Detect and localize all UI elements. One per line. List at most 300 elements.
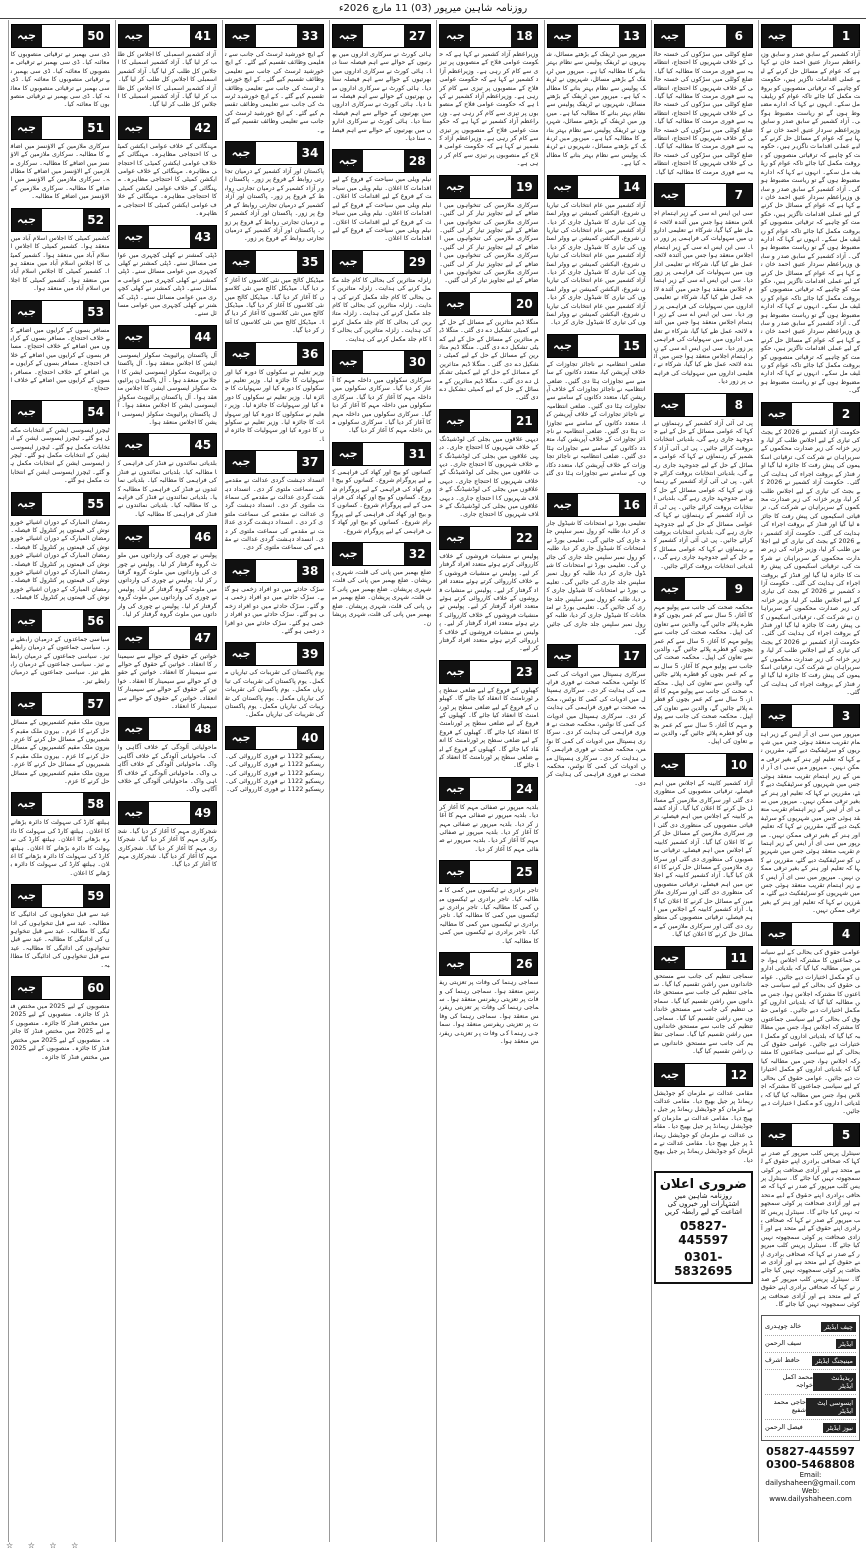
news-item-header xyxy=(225,642,324,666)
news-item-text: میڈیکل کالج میں نئی کلاسوں کا آغاز کر دیا گیا۔ میڈیکل کالج میں نئی کلاسوں کا آغاز کر دیا گیا۔ میڈیکل کالج میں نئی کلاسوں کا آغاز کر دیا گیا۔ میڈیکل کالج میں نئی کلاسوں کا آغاز کر دیا گیا۔ میڈیکل کالج میں نئی کلاسوں کا آغاز کر دیا گیا۔ xyxy=(225,276,324,335)
news-item-number: 40 xyxy=(297,727,323,749)
news-item-text: محکمہ صحت کی جانب سے پولیو مہم کا آغاز، 5 سال سے کم عمر بچوں کو قطرے پلائے جائیں گے، والدین سے تعاون کی اپیل۔ محکمہ صحت کی جانب سے پولیو مہم کا آغاز، 5 سال سے کم عمر بچوں کو قطرے پلائے جائیں گے، والدین سے تعاون کی اپیل۔ محکمہ صحت کی جانب سے پولیو مہم کا آغاز، 5 سال سے کم عمر بچوں کو قطرے پلائے جائیں گے، والدین سے تعاون کی اپیل۔ محکمہ صحت کی جانب سے پولیو مہم کا آغاز، 5 سال سے کم عمر بچوں کو قطرے پلائے جائیں گے، والدین سے تعاون کی اپیل۔ محکمہ صحت کی جانب سے پولیو مہم کا آغاز، 5 سال سے کم عمر بچوں کو قطرے پلائے جائیں گے، والدین سے تعاون کی اپیل۔ xyxy=(653,603,753,746)
role-name: فیصل الرحمن xyxy=(765,1423,803,1432)
news-item-header xyxy=(654,393,753,417)
news-item-header xyxy=(225,450,324,474)
news-item-header xyxy=(332,350,431,374)
news-item xyxy=(439,860,538,946)
news-item-header xyxy=(11,976,110,1000)
masthead: روزنامہ شاہین میرپور (03) 11 مارچ 2026ء xyxy=(0,0,866,19)
news-item-text: ضلع بھمبر میں پانی کی قلت، شہری پریشان۔ ضلع بھمبر میں پانی کی قلت، شہری پریشان۔ ضلع بھمبر میں پانی کی قلت، شہری پریشان۔ ضلع بھمبر میں پانی کی قلت، شہری پریشان۔ ضلع بھمبر میں پانی کی قلت، شہری پریشان۔ xyxy=(332,569,432,627)
news-item xyxy=(654,1063,753,1166)
news-item-text: خواتین کے حقوق کے حوالے سے سیمینار کا انعقاد۔ خواتین کے حقوق کے حوالے سے سیمینار کا انعقاد۔ خواتین کے حقوق کے حوالے سے سیمینار کا انعقاد۔ خواتین کے حقوق کے حوالے سے سیمینار کا انعقاد۔ خواتین کے حقوق کے حوالے سے سیمینار کا انعقاد۔ xyxy=(117,652,217,710)
news-item xyxy=(332,350,431,436)
news-item-text: مسافر بسوں کے کرایوں میں اضافے کے خلاف احتجاج۔ مسافر بسوں کے کرایوں میں اضافے کے خلاف احتجاج۔ مسافر بسوں کے کرایوں میں اضافے کے خلاف احتجاج۔ مسافر بسوں کے کرایوں میں اضافے کے خلاف احتجاج۔ مسافر بسوں کے کرایوں میں اضافے کے خلاف احتجاج۔ xyxy=(10,326,110,393)
news-item xyxy=(118,801,217,870)
news-column xyxy=(329,20,433,1542)
news-item-number: 59 xyxy=(83,885,109,907)
news-item xyxy=(118,24,217,110)
news-item-text: تاجر برادری نے ٹیکسوں میں کمی کا مطالبہ کیا۔ تاجر برادری نے ٹیکسوں میں کمی کا مطالبہ کیا۔ تاجر برادری نے ٹیکسوں میں کمی کا مطالبہ کیا۔ تاجر برادری نے ٹیکسوں میں کمی کا مطالبہ کیا۔ تاجر برادری نے ٹیکسوں میں کمی کا مطالبہ کیا۔ xyxy=(439,887,539,945)
news-item-number: 60 xyxy=(83,977,109,999)
editorial-box xyxy=(761,1315,860,1441)
news-item-label: جبہ xyxy=(655,25,685,47)
news-item-label: جبہ xyxy=(440,176,470,198)
news-item xyxy=(225,726,324,795)
news-item-label: جبہ xyxy=(655,1064,685,1086)
news-item xyxy=(654,183,753,387)
news-item xyxy=(225,250,324,336)
news-item-header xyxy=(11,24,110,48)
news-item xyxy=(654,753,753,940)
news-item-label: جبہ xyxy=(440,661,470,683)
news-item-label: جبہ xyxy=(12,25,42,47)
news-item-number: 57 xyxy=(83,693,109,715)
news-item-label: جبہ xyxy=(119,226,149,248)
news-item-text: کے ایچ خورشید ٹرسٹ کی جانب سے تعلیمی وظائف تقسیم کیے گئے۔ کے ایچ خورشید ٹرسٹ کی جانب سے تعلیمی وظائف تقسیم کیے گئے۔ کے ایچ خورشید ٹرسٹ کی جانب سے تعلیمی وظائف تقسیم کیے گئے۔ کے ایچ خورشید ٹرسٹ کی جانب سے تعلیمی وظائف تقسیم کیے گئے۔ کے ایچ خورشید ٹرسٹ کی جانب سے تعلیمی وظائف تقسیم کیے گئے۔ xyxy=(224,51,324,134)
news-item-text: آزاد کشمیر کے سابق صدر و سابق وزیراعظم سردار عتیق احمد خان نے کہا ہے کہ عوام کے مسائل حل کرنے کے لیے عملی اقدامات ناگزیر ہیں، حکومت کو چاہیے کہ ترقیاتی منصوبوں کو بروقت مکمل کیا جائے تاکہ عوام کو ریلیف مل سکے۔ انہوں نے کہا کہ ادارے مضبوط ہوں گے تو ریاست مضبوط ہوگی۔ آزاد کشمیر کے سابق صدر و سابق وزیراعظم سردار عتیق احمد خان نے کہا ہے کہ عوام کے مسائل حل کرنے کے لیے عملی اقدامات ناگزیر ہیں، حکومت کو چاہیے کہ ترقیاتی منصوبوں کو بروقت مکمل کیا جائے تاکہ عوام کو ریلیف مل سکے۔ انہوں نے کہا کہ ادارے مضبوط ہوں گے تو ریاست مضبوط ہوگی۔ آزاد کشمیر کے سابق صدر و سابق وزیراعظم سردار عتیق احمد خان نے کہا ہے کہ عوام کے مسائل حل کرنے کے لیے عملی اقدامات ناگزیر ہیں، حکومت کو چاہیے کہ ترقیاتی منصوبوں کو بروقت مکمل کیا جائے تاکہ عوام کو ریلیف مل سکے۔ انہوں نے کہا کہ ادارے مضبوط ہوں گے تو ریاست مضبوط ہوگی۔ آزاد کشمیر کے سابق صدر و سابق وزیراعظم سردار عتیق احمد خان نے کہا ہے کہ عوام کے مسائل حل کرنے کے لیے عملی اقدامات ناگزیر ہیں، حکومت کو چاہیے کہ ترقیاتی منصوبوں کو بروقت مکمل کیا جائے تاکہ عوام کو ریلیف مل سکے۔ انہوں نے کہا کہ ادارے مضبوط ہوں گے تو ریاست مضبوط ہوگی۔ آزاد کشمیر کے سابق صدر و سابق وزیراعظم سردار عتیق احمد خان نے کہا ہے کہ عوام کے مسائل حل کرنے کے لیے عملی اقدامات ناگزیر ہیں، حکومت کو چاہیے کہ ترقیاتی منصوبوں کو بروقت مکمل کیا جائے تاکہ عوام کو ریلیف مل سکے۔ انہوں نے کہا کہ ادارے مضبوط ہوں گے تو ریاست مضبوط ہوگی۔ xyxy=(761,51,860,395)
news-item-text: میرپور میں ٹریفک کے بڑھتے مسائل، شہریوں نے ٹریفک پولیس سے نظام بہتر بنانے کا مطالبہ کیا ہے۔ میرپور میں ٹریفک کے بڑھتے مسائل، شہریوں نے ٹریفک پولیس سے نظام بہتر بنانے کا مطالبہ کیا ہے۔ میرپور میں ٹریفک کے بڑھتے مسائل، شہریوں نے ٹریفک پولیس سے نظام بہتر بنانے کا مطالبہ کیا ہے۔ میرپور میں ٹریفک کے بڑھتے مسائل، شہریوں نے ٹریفک پولیس سے نظام بہتر بنانے کا مطالبہ کیا ہے۔ میرپور میں ٹریفک کے بڑھتے مسائل، شہریوں نے ٹریفک پولیس سے نظام بہتر بنانے کا مطالبہ کیا ہے۔ xyxy=(546,51,646,168)
news-item-header xyxy=(761,1123,860,1147)
news-item-label: جبہ xyxy=(119,117,149,139)
news-item-header xyxy=(225,342,324,366)
news-item xyxy=(118,433,217,519)
news-item-label: جبہ xyxy=(333,25,363,47)
news-item xyxy=(439,660,538,771)
role-title: چیف ایڈیٹر xyxy=(821,1322,856,1332)
news-item-label: جبہ xyxy=(333,543,363,565)
news-item-label: جبہ xyxy=(12,793,42,815)
news-item-label: جبہ xyxy=(440,293,470,315)
notice-phone: 05827-445597 xyxy=(678,1219,729,1248)
news-item-number: 7 xyxy=(726,184,752,206)
news-item-text: سڑک حادثے میں دو افراد زخمی ہو گئے۔ سڑک حادثے میں دو افراد زخمی ہو گئے۔ سڑک حادثے میں دو افراد زخمی ہو گئے۔ سڑک حادثے میں دو افراد زخمی ہو گئے۔ سڑک حادثے میں دو افراد زخمی ہو گئے۔ xyxy=(225,585,324,635)
news-item-header xyxy=(11,400,110,424)
news-column xyxy=(222,20,326,1542)
news-item-header xyxy=(118,433,217,457)
role-name: حاجی محمد شفیع xyxy=(773,1398,806,1415)
news-item-number: 54 xyxy=(83,401,109,423)
news-item-number: 9 xyxy=(726,578,752,600)
news-item-number: 3 xyxy=(833,705,859,727)
news-item-number: 28 xyxy=(404,150,430,172)
contact-info xyxy=(761,1445,860,1503)
news-item-header xyxy=(439,777,538,801)
news-item-number: 14 xyxy=(619,176,645,198)
news-item-text: نیلم ویلی میں سیاحت کے فروغ کے لیے اقدامات کا اعلان۔ نیلم ویلی میں سیاحت کے فروغ کے لیے اقدامات کا اعلان۔ نیلم ویلی میں سیاحت کے فروغ کے لیے اقدامات کا اعلان۔ نیلم ویلی میں سیاحت کے فروغ کے لیے اقدامات کا اعلان۔ نیلم ویلی میں سیاحت کے فروغ کے لیے اقدامات کا اعلان۔ xyxy=(332,176,432,243)
news-item xyxy=(547,493,646,638)
news-item-label: جبہ xyxy=(119,526,149,548)
news-item-label: جبہ xyxy=(762,403,792,425)
news-item-number: 52 xyxy=(83,209,109,231)
news-item xyxy=(332,149,431,243)
news-item-text: پولیس نے چوری کی وارداتوں میں ملوث گروہ گرفتار کر لیا۔ پولیس نے چوری کی وارداتوں میں ملوث گروہ گرفتار کر لیا۔ پولیس نے چوری کی وارداتوں میں ملوث گروہ گرفتار کر لیا۔ پولیس نے چوری کی وارداتوں میں ملوث گروہ گرفتار کر لیا۔ پولیس نے چوری کی وارداتوں میں ملوث گروہ گرفتار کر لیا۔ xyxy=(117,552,217,619)
news-item-number: 41 xyxy=(190,25,216,47)
news-item-label: جبہ xyxy=(440,25,470,47)
news-item-number: 21 xyxy=(511,410,537,432)
news-item-text: سماجی تنظیم کی جانب سے مستحق خاندانوں میں راشن تقسیم کیا گیا۔ سماجی تنظیم کی جانب سے مستحق خاندانوں میں راشن تقسیم کیا گیا۔ سماجی تنظیم کی جانب سے مستحق خاندانوں میں راشن تقسیم کیا گیا۔ سماجی تنظیم کی جانب سے مستحق خاندانوں میں راشن تقسیم کیا گیا۔ سماجی تنظیم کی جانب سے مستحق خاندانوں میں راشن تقسیم کیا گیا۔ xyxy=(653,972,753,1056)
news-item-header xyxy=(118,24,217,48)
news-item-label: جبہ xyxy=(440,953,470,975)
news-item-number: 13 xyxy=(619,25,645,47)
news-item-label: جبہ xyxy=(226,727,256,749)
footer-ornament: ☆ ☆ ☆ ☆ xyxy=(6,1541,85,1550)
editorial-role xyxy=(765,1370,856,1395)
news-item-header xyxy=(118,325,217,349)
news-item-number: 38 xyxy=(297,560,323,582)
news-item-text: حکومت آزاد کشمیر نے 2026 کے بجٹ کی تیاری کے لیے اجلاس طلب کر لیا، وزیر خزانہ کی زیر صدارت محکموں کے سربراہان نے شرکت کی، ترقیاتی اسکیموں کی پیش رفت کا جائزہ لیا گیا اور فنڈز کے بروقت اجراء کی ہدایت کی گئی۔ حکومت آزاد کشمیر نے 2026 کے بجٹ کی تیاری کے لیے اجلاس طلب کر لیا، وزیر خزانہ کی زیر صدارت محکموں کے سربراہان نے شرکت کی، ترقیاتی اسکیموں کی پیش رفت کا جائزہ لیا گیا اور فنڈز کے بروقت اجراء کی ہدایت کی گئی۔ حکومت آزاد کشمیر نے 2026 کے بجٹ کی تیاری کے لیے اجلاس طلب کر لیا، وزیر خزانہ کی زیر صدارت محکموں کے سربراہان نے شرکت کی، ترقیاتی اسکیموں کی پیش رفت کا جائزہ لیا گیا اور فنڈز کے بروقت اجراء کی ہدایت کی گئی۔ حکومت آزاد کشمیر نے 2026 کے بجٹ کی تیاری کے لیے اجلاس طلب کر لیا، وزیر خزانہ کی زیر صدارت محکموں کے سربراہان نے شرکت کی، ترقیاتی اسکیموں کی پیش رفت کا جائزہ لیا گیا اور فنڈز کے بروقت اجراء کی ہدایت کی گئی۔ حکومت آزاد کشمیر نے 2026 کے بجٹ کی تیاری کے لیے اجلاس طلب کر لیا، وزیر خزانہ کی زیر صدارت محکموں کے سربراہان نے شرکت کی، ترقیاتی اسکیموں کی پیش رفت کا جائزہ لیا گیا اور فنڈز کے بروقت اجراء کی ہدایت کی گئی۔ xyxy=(761,428,861,697)
news-item xyxy=(332,542,431,628)
news-item-header xyxy=(225,24,324,48)
news-item-header xyxy=(439,526,538,550)
news-item-number: 49 xyxy=(190,802,216,824)
role-name: خالد چوہدری xyxy=(765,1322,802,1331)
news-item-text: سرکاری ملازمین کی تنخواہوں میں اضافے کے لیے تجاویز تیار کر لی گئیں۔ سرکاری ملازمین کی تنخواہوں میں اضافے کے لیے تجاویز تیار کر لی گئیں۔ سرکاری ملازمین کی تنخواہوں میں اضافے کے لیے تجاویز تیار کر لی گئیں۔ سرکاری ملازمین کی تنخواہوں میں اضافے کے لیے تجاویز تیار کر لی گئیں۔ سرکاری ملازمین کی تنخواہوں میں اضافے کے لیے تجاویز تیار کر لی گئیں۔ xyxy=(439,201,539,285)
notice-title: ضروری اعلان xyxy=(659,1177,747,1193)
news-item-label: جبہ xyxy=(226,643,256,665)
news-item-text: ماحولیاتی آلودگی کے خلاف آگاہی واک۔ ماحولیاتی آلودگی کے خلاف آگاہی واک۔ ماحولیاتی آلودگی کے خلاف آگاہی واک۔ ماحولیاتی آلودگی کے خلاف آگاہی واک۔ ماحولیاتی آلودگی کے خلاف آگاہی واک۔ xyxy=(117,744,217,794)
news-item-text: ضلع کوٹلی میں سڑکوں کی خستہ حالی کے خلاف شہریوں کا احتجاج، انتظامیہ سے فوری مرمت کا مطالبہ کیا گیا۔ ضلع کوٹلی میں سڑکوں کی خستہ حالی کے خلاف شہریوں کا احتجاج، انتظامیہ سے فوری مرمت کا مطالبہ کیا گیا۔ ضلع کوٹلی میں سڑکوں کی خستہ حالی کے خلاف شہریوں کا احتجاج، انتظامیہ سے فوری مرمت کا مطالبہ کیا گیا۔ ضلع کوٹلی میں سڑکوں کی خستہ حالی کے خلاف شہریوں کا احتجاج، انتظامیہ سے فوری مرمت کا مطالبہ کیا گیا۔ ضلع کوٹلی میں سڑکوں کی خستہ حالی کے خلاف شہریوں کا احتجاج، انتظامیہ سے فوری مرمت کا مطالبہ کیا گیا۔ xyxy=(653,51,753,176)
role-title: ایسوسی ایٹ ایڈیٹر xyxy=(806,1398,856,1416)
news-item-label: جبہ xyxy=(119,718,149,740)
news-item-number: 55 xyxy=(83,493,109,515)
news-item-text: شجرکاری مہم کا آغاز کر دیا گیا۔ شجرکاری مہم کا آغاز کر دیا گیا۔ شجرکاری مہم کا آغاز کر دیا گیا۔ شجرکاری مہم کا آغاز کر دیا گیا۔ شجرکاری مہم کا آغاز کر دیا گیا۔ xyxy=(117,827,217,869)
news-item-text: پاکستان اور آزاد کشمیر کے درمیان تجارتی روابط کے فروغ پر زور۔ پاکستان اور آزاد کشمیر کے درمیان تجارتی روابط کے فروغ پر زور۔ پاکستان اور آزاد کشمیر کے درمیان تجارتی روابط کے فروغ پر زور۔ پاکستان اور آزاد کشمیر کے درمیان تجارتی روابط کے فروغ پر زور۔ پاکستان اور آزاد کشمیر کے درمیان تجارتی روابط کے فروغ پر زور۔ xyxy=(225,168,324,243)
news-item-header xyxy=(332,542,431,566)
news-item-label: جبہ xyxy=(226,451,256,473)
editorial-role xyxy=(765,1336,856,1353)
news-item-label: جبہ xyxy=(226,343,256,365)
news-item xyxy=(11,300,110,394)
news-item-text: دیہی علاقوں میں بجلی کی لوڈشیڈنگ کے خلاف شہریوں کا احتجاج جاری۔ دیہی علاقوں میں بجلی کی لوڈشیڈنگ کے خلاف شہریوں کا احتجاج جاری۔ دیہی علاقوں میں بجلی کی لوڈشیڈنگ کے خلاف شہریوں کا احتجاج جاری۔ دیہی علاقوں میں بجلی کی لوڈشیڈنگ کے خلاف شہریوں کا احتجاج جاری۔ دیہی علاقوں میں بجلی کی لوڈشیڈنگ کے خلاف شہریوں کا احتجاج جاری۔ xyxy=(439,435,539,519)
news-item-label: جبہ xyxy=(548,645,578,667)
news-item-header xyxy=(761,402,860,426)
news-columns xyxy=(4,20,862,1542)
notice-phone: 0301-5832695 xyxy=(674,1250,733,1279)
news-item-label: جبہ xyxy=(548,25,578,47)
news-item-header xyxy=(225,250,324,274)
news-item xyxy=(225,450,324,553)
news-item xyxy=(225,342,324,445)
news-item xyxy=(439,292,538,403)
news-item-label: جبہ xyxy=(12,301,42,323)
news-item-label: جبہ xyxy=(762,1124,792,1146)
news-item-number: 4 xyxy=(833,923,859,945)
contact-line: Email: dailyshaheen@gmail.com xyxy=(765,1471,856,1488)
news-item-number: 20 xyxy=(511,293,537,315)
news-item xyxy=(225,642,324,719)
news-item-text: پولیس نے منشیات فروشوں کے خلاف کارروائی کرتے ہوئے متعدد افراد گرفتار کر لیے۔ پولیس نے منشیات فروشوں کے خلاف کارروائی کرتے ہوئے متعدد افراد گرفتار کر لیے۔ پولیس نے منشیات فروشوں کے خلاف کارروائی کرتے ہوئے متعدد افراد گرفتار کر لیے۔ پولیس نے منشیات فروشوں کے خلاف کارروائی کرتے ہوئے متعدد افراد گرفتار کر لیے۔ پولیس نے منشیات فروشوں کے خلاف کارروائی کرتے ہوئے متعدد افراد گرفتار کر لیے۔ xyxy=(439,552,539,653)
news-item-label: جبہ xyxy=(12,401,42,423)
news-item-number: 23 xyxy=(511,661,537,683)
news-item-header xyxy=(654,946,753,970)
news-item-text: آل پاکستان پرائیویٹ سکولز ایسوسی ایشن کا اجلاس منعقد ہوا۔ آل پاکستان پرائیویٹ سکولز ایسوسی ایشن کا اجلاس منعقد ہوا۔ آل پاکستان پرائیویٹ سکولز ایسوسی ایشن کا اجلاس منعقد ہوا۔ آل پاکستان پرائیویٹ سکولز ایسوسی ایشن کا اجلاس منعقد ہوا۔ آل پاکستان پرائیویٹ سکولز ایسوسی ایشن کا اجلاس منعقد ہوا۔ xyxy=(117,351,217,426)
news-item-text: سیاسی جماعتوں کے درمیان رابطے تیز۔ سیاسی جماعتوں کے درمیان رابطے تیز۔ سیاسی جماعتوں کے درمیان رابطے تیز۔ سیاسی جماعتوں کے درمیان رابطے تیز۔ سیاسی جماعتوں کے درمیان رابطے تیز۔ xyxy=(10,635,110,685)
news-item xyxy=(118,325,217,428)
news-item-label: جبہ xyxy=(655,184,685,206)
news-item-number: 22 xyxy=(511,527,537,549)
news-item-number: 26 xyxy=(511,953,537,975)
news-item-text: رمضان المبارک کے دوران اشیائے خورونوش کی قیمتوں پر کنٹرول کا فیصلہ۔ رمضان المبارک کے دوران اشیائے خورونوش کی قیمتوں پر کنٹرول کا فیصلہ۔ رمضان المبارک کے دوران اشیائے خورونوش کی قیمتوں پر کنٹرول کا فیصلہ۔ رمضان المبارک کے دوران اشیائے خورونوش کی قیمتوں پر کنٹرول کا فیصلہ۔ رمضان المبارک کے دوران اشیائے خورونوش کی قیمتوں پر کنٹرول کا فیصلہ۔ xyxy=(10,518,110,602)
news-item xyxy=(547,644,646,789)
news-item-label: جبہ xyxy=(762,923,792,945)
phone-number: 05827-445597 xyxy=(766,1445,855,1459)
news-item xyxy=(11,492,110,603)
news-item-text: سینٹرل پریس کلب میرپور کے صدر نے کہا کہ صحافی برادری اپنے حقوق کے لیے متحد ہے اور آزادی صحافت پر کوئی سمجھوتہ نہیں کیا جائے گا۔ سینٹرل پریس کلب میرپور کے صدر نے کہا کہ صحافی برادری اپنے حقوق کے لیے متحد ہے اور آزادی صحافت پر کوئی سمجھوتہ نہیں کیا جائے گا۔ سینٹرل پریس کلب میرپور کے صدر نے کہا کہ صحافی برادری اپنے حقوق کے لیے متحد ہے اور آزادی صحافت پر کوئی سمجھوتہ نہیں کیا جائے گا۔ سینٹرل پریس کلب میرپور کے صدر نے کہا کہ صحافی برادری اپنے حقوق کے لیے متحد ہے اور آزادی صحافت پر کوئی سمجھوتہ نہیں کیا جائے گا۔ سینٹرل پریس کلب میرپور کے صدر نے کہا کہ صحافی برادری اپنے حقوق کے لیے متحد ہے اور آزادی صحافت پر کوئی سمجھوتہ نہیں کیا جائے گا۔ xyxy=(761,1149,860,1309)
news-item-header xyxy=(439,409,538,433)
news-item-label: جبہ xyxy=(548,176,578,198)
news-item-number: 33 xyxy=(297,25,323,47)
news-item-header xyxy=(547,175,646,199)
news-item-text: منگلا ڈیم متاثرین کے مسائل کے حل کے لیے کمیٹی تشکیل دے دی گئی۔ منگلا ڈیم متاثرین کے مسائل کے حل کے لیے کمیٹی تشکیل دے دی گئی۔ منگلا ڈیم متاثرین کے مسائل کے حل کے لیے کمیٹی تشکیل دے دی گئی۔ منگلا ڈیم متاثرین کے مسائل کے حل کے لیے کمیٹی تشکیل دے دی گئی۔ منگلا ڈیم متاثرین کے مسائل کے حل کے لیے کمیٹی تشکیل دے دی گئی۔ xyxy=(439,318,539,402)
news-item-number: 50 xyxy=(83,25,109,47)
news-item-number: 30 xyxy=(404,351,430,373)
news-item-number: 2 xyxy=(833,403,859,425)
news-item xyxy=(761,24,860,396)
news-item xyxy=(761,1123,860,1310)
news-item-number: 17 xyxy=(619,645,645,667)
news-item-label: جبہ xyxy=(12,209,42,231)
news-item-number: 8 xyxy=(726,394,752,416)
editorial-role xyxy=(765,1395,856,1420)
news-item-label: جبہ xyxy=(12,610,42,632)
news-item-header xyxy=(547,24,646,48)
news-item xyxy=(332,250,431,344)
editorial-role xyxy=(765,1353,856,1370)
news-item-text: یوم پاکستان کی تقریبات کی تیاریاں مکمل۔ یوم پاکستان کی تقریبات کی تیاریاں مکمل۔ یوم پاکستان کی تقریبات کی تیاریاں مکمل۔ یوم پاکستان کی تقریبات کی تیاریاں مکمل۔ یوم پاکستان کی تقریبات کی تیاریاں مکمل۔ xyxy=(225,669,324,719)
role-title: نیوز ایڈیٹر xyxy=(823,1423,856,1433)
news-column xyxy=(758,20,862,1542)
news-item-header xyxy=(761,24,860,48)
news-item xyxy=(11,116,110,202)
editorial-role xyxy=(765,1319,856,1336)
news-item-number: 10 xyxy=(726,754,752,776)
news-item-number: 31 xyxy=(404,443,430,465)
news-item-header xyxy=(118,116,217,140)
news-item-number: 58 xyxy=(83,793,109,815)
news-item-text: سرکاری ہسپتال میں ادویات کی کمی کا نوٹس، محکمہ صحت نے فوری فراہمی کی ہدایت کر دی۔ سرکاری ہسپتال میں ادویات کی کمی کا نوٹس، محکمہ صحت نے فوری فراہمی کی ہدایت کر دی۔ سرکاری ہسپتال میں ادویات کی کمی کا نوٹس، محکمہ صحت نے فوری فراہمی کی ہدایت کر دی۔ سرکاری ہسپتال میں ادویات کی کمی کا نوٹس، محکمہ صحت نے فوری فراہمی کی ہدایت کر دی۔ سرکاری ہسپتال میں ادویات کی کمی کا نوٹس، محکمہ صحت نے فوری فراہمی کی ہدایت کر دی۔ xyxy=(546,670,646,787)
news-item xyxy=(654,24,753,177)
news-item-header xyxy=(761,922,860,946)
news-item-text: انسداد دہشت گردی عدالت نے مقدمے کی سماعت ملتوی کر دی۔ انسداد دہشت گردی عدالت نے مقدمے کی سماعت ملتوی کر دی۔ انسداد دہشت گردی عدالت نے مقدمے کی سماعت ملتوی کر دی۔ انسداد دہشت گردی عدالت نے مقدمے کی سماعت ملتوی کر دی۔ انسداد دہشت گردی عدالت نے مقدمے کی سماعت ملتوی کر دی۔ xyxy=(225,477,324,552)
news-item-header xyxy=(547,644,646,668)
news-item-text: مقامی عدالت نے ملزمان کو جوڈیشل ریمانڈ پر جیل بھیج دیا۔ مقامی عدالت نے ملزمان کو جوڈیشل ریمانڈ پر جیل بھیج دیا۔ مقامی عدالت نے ملزمان کو جوڈیشل ریمانڈ پر جیل بھیج دیا۔ مقامی عدالت نے ملزمان کو جوڈیشل ریمانڈ پر جیل بھیج دیا۔ مقامی عدالت نے ملزمان کو جوڈیشل ریمانڈ پر جیل بھیج دیا۔ xyxy=(653,1089,753,1164)
news-item-header xyxy=(654,577,753,601)
news-item-text: بلدیاتی نمائندوں نے فنڈز کی فراہمی کا مطالبہ کیا۔ بلدیاتی نمائندوں نے فنڈز کی فراہمی کا مطالبہ کیا۔ بلدیاتی نمائندوں نے فنڈز کی فراہمی کا مطالبہ کیا۔ بلدیاتی نمائندوں نے فنڈز کی فراہمی کا مطالبہ کیا۔ بلدیاتی نمائندوں نے فنڈز کی فراہمی کا مطالبہ کیا۔ xyxy=(117,460,217,518)
news-item-header xyxy=(225,141,324,165)
news-item-label: جبہ xyxy=(440,527,470,549)
news-column xyxy=(544,20,648,1542)
news-item xyxy=(11,400,110,486)
news-item-label: جبہ xyxy=(226,25,256,47)
news-item-number: 24 xyxy=(511,778,537,800)
news-item-header xyxy=(439,24,538,48)
news-item-number: 6 xyxy=(726,25,752,47)
news-item-header xyxy=(118,225,217,249)
news-item xyxy=(547,334,646,487)
news-item-text: عید سے قبل تنخواہوں کی ادائیگی کا مطالبہ۔ عید سے قبل تنخواہوں کی ادائیگی کا مطالبہ۔ عید سے قبل تنخواہوں کی ادائیگی کا مطالبہ۔ عید سے قبل تنخواہوں کی ادائیگی کا مطالبہ۔ عید سے قبل تنخواہوں کی ادائیگی کا مطالبہ۔ xyxy=(10,911,110,969)
news-item-text: مہنگائی کے خلاف عوامی ایکشن کمیٹی کا احتجاجی مظاہرہ۔ مہنگائی کے خلاف عوامی ایکشن کمیٹی کا احتجاجی مظاہرہ۔ مہنگائی کے خلاف عوامی ایکشن کمیٹی کا احتجاجی مظاہرہ۔ مہنگائی کے خلاف عوامی ایکشن کمیٹی کا احتجاجی مظاہرہ۔ مہنگائی کے خلاف عوامی ایکشن کمیٹی کا احتجاجی مظاہرہ۔ xyxy=(117,142,217,218)
role-name: سیف الرحمن xyxy=(765,1339,802,1348)
important-notice xyxy=(654,1171,753,1284)
news-item-header xyxy=(439,660,538,684)
news-item-text: وزیراعظم آزاد کشمیر نے کہا ہے کہ حکومت عوامی فلاح کے منصوبوں پر تیزی سے کام کر رہی ہے۔ وزیراعظم آزاد کشمیر نے کہا ہے کہ حکومت عوامی فلاح کے منصوبوں پر تیزی سے کام کر رہی ہے۔ وزیراعظم آزاد کشمیر نے کہا ہے کہ حکومت عوامی فلاح کے منصوبوں پر تیزی سے کام کر رہی ہے۔ وزیراعظم آزاد کشمیر نے کہا ہے کہ حکومت عوامی فلاح کے منصوبوں پر تیزی سے کام کر رہی ہے۔ وزیراعظم آزاد کشمیر نے کہا ہے کہ حکومت عوامی فلاح کے منصوبوں پر تیزی سے کام کر رہی ہے۔ xyxy=(439,51,539,168)
news-item xyxy=(11,884,110,970)
news-item-label: جبہ xyxy=(226,560,256,582)
news-item-text: آزاد کشمیر اسمبلی کا اجلاس کل طلب کر لیا گیا۔ آزاد کشمیر اسمبلی کا اجلاس کل طلب کر لیا گیا۔ آزاد کشمیر اسمبلی کا اجلاس کل طلب کر لیا گیا۔ آزاد کشمیر اسمبلی کا اجلاس کل طلب کر لیا گیا۔ آزاد کشمیر اسمبلی کا اجلاس کل طلب کر لیا گیا۔ xyxy=(117,51,217,109)
news-column xyxy=(436,20,540,1542)
news-item-text: کسانوں کو بیج اور کھاد کی فراہمی کے لیے پروگرام شروع۔ کسانوں کو بیج اور کھاد کی فراہمی کے لیے پروگرام شروع۔ کسانوں کو بیج اور کھاد کی فراہمی کے لیے پروگرام شروع۔ کسانوں کو بیج اور کھاد کی فراہمی کے لیے پروگرام شروع۔ کسانوں کو بیج اور کھاد کی فراہمی کے لیے پروگرام شروع۔ xyxy=(332,468,432,535)
news-item-label: جبہ xyxy=(12,885,42,907)
news-item xyxy=(118,717,217,794)
news-item-header xyxy=(654,753,753,777)
news-item xyxy=(11,792,110,878)
news-item-number: 39 xyxy=(297,643,323,665)
news-item xyxy=(547,24,646,169)
news-item-header xyxy=(547,334,646,358)
news-item-text: ڈی سی بھمبر نے ترقیاتی منصوبوں کا معائنہ کیا۔ ڈی سی بھمبر نے ترقیاتی منصوبوں کا معائنہ کیا۔ ڈی سی بھمبر نے ترقیاتی منصوبوں کا معائنہ کیا۔ ڈی سی بھمبر نے ترقیاتی منصوبوں کا معائنہ کیا۔ ڈی سی بھمبر نے ترقیاتی منصوبوں کا معائنہ کیا۔ xyxy=(10,51,110,109)
news-item-text: ہائی کورٹ نے سرکاری اداروں میں بھرتیوں کے حوالے سے اہم فیصلہ سنا دیا۔ ہائی کورٹ نے سرکاری اداروں میں بھرتیوں کے حوالے سے اہم فیصلہ سنا دیا۔ ہائی کورٹ نے سرکاری اداروں میں بھرتیوں کے حوالے سے اہم فیصلہ سنا دیا۔ ہائی کورٹ نے سرکاری اداروں میں بھرتیوں کے حوالے سے اہم فیصلہ سنا دیا۔ ہائی کورٹ نے سرکاری اداروں میں بھرتیوں کے حوالے سے اہم فیصلہ سنا دیا۔ xyxy=(332,51,432,143)
news-item-header xyxy=(654,1063,753,1087)
news-item-header xyxy=(439,860,538,884)
news-item-text: منصوبوں کے لیے 2025 میں مختص فنڈز کا جائزہ۔ منصوبوں کے لیے 2025 میں مختص فنڈز کا جائزہ۔ منصوبوں کے لیے 2025 میں مختص فنڈز کا جائزہ۔ منصوبوں کے لیے 2025 میں مختص فنڈز کا جائزہ۔ منصوبوں کے لیے 2025 میں مختص فنڈز کا جائزہ۔ xyxy=(10,1003,110,1061)
news-item xyxy=(118,225,217,319)
news-item-label: جبہ xyxy=(333,251,363,273)
news-item-header xyxy=(118,717,217,741)
news-item xyxy=(11,609,110,686)
news-item-text: ریسکیو 1122 نے فوری کارروائی کی۔ ریسکیو 1122 نے فوری کارروائی کی۔ ریسکیو 1122 نے فوری کارروائی کی۔ ریسکیو 1122 نے فوری کارروائی کی۔ ریسکیو 1122 نے فوری کارروائی کی۔ xyxy=(225,752,324,794)
news-item-text: سرکاری سکولوں میں داخلہ مہم کا آغاز کر دیا گیا۔ سرکاری سکولوں میں داخلہ مہم کا آغاز کر دیا گیا۔ سرکاری سکولوں میں داخلہ مہم کا آغاز کر دیا گیا۔ سرکاری سکولوں میں داخلہ مہم کا آغاز کر دیا گیا۔ سرکاری سکولوں میں داخلہ مہم کا آغاز کر دیا گیا۔ xyxy=(332,376,432,435)
news-item-number: 56 xyxy=(83,610,109,632)
news-item-label: جبہ xyxy=(762,705,792,727)
news-item-header xyxy=(547,493,646,517)
news-item-text: بلدیہ میرپور نے صفائی مہم کا آغاز کر دیا۔ بلدیہ میرپور نے صفائی مہم کا آغاز کر دیا۔ بلدیہ میرپور نے صفائی مہم کا آغاز کر دیا۔ بلدیہ میرپور نے صفائی مہم کا آغاز کر دیا۔ بلدیہ میرپور نے صفائی مہم کا آغاز کر دیا۔ xyxy=(439,803,539,853)
news-item xyxy=(761,922,860,1117)
news-item-header xyxy=(11,609,110,633)
news-item xyxy=(332,442,431,536)
news-item-header xyxy=(225,559,324,583)
news-item-text: سماجی رہنما کی وفات پر تعزیتی ریفرنس منعقد ہوا۔ سماجی رہنما کی وفات پر تعزیتی ریفرنس منعقد ہوا۔ سماجی رہنما کی وفات پر تعزیتی ریفرنس منعقد ہوا۔ سماجی رہنما کی وفات پر تعزیتی ریفرنس منعقد ہوا۔ سماجی رہنما کی وفات پر تعزیتی ریفرنس منعقد ہوا۔ xyxy=(439,979,539,1045)
news-item-label: جبہ xyxy=(655,754,685,776)
news-item-header xyxy=(118,626,217,650)
role-title: ایڈیٹر xyxy=(836,1339,856,1349)
news-item-text: ضلعی انتظامیہ نے ناجائز تجاوزات کے خلاف آپریشن کیا، متعدد دکانوں کے سامنے سے تجاوزات ہٹا دی گئیں۔ ضلعی انتظامیہ نے ناجائز تجاوزات کے خلاف آپریشن کیا، متعدد دکانوں کے سامنے سے تجاوزات ہٹا دی گئیں۔ ضلعی انتظامیہ نے ناجائز تجاوزات کے خلاف آپریشن کیا، متعدد دکانوں کے سامنے سے تجاوزات ہٹا دی گئیں۔ ضلعی انتظامیہ نے ناجائز تجاوزات کے خلاف آپریشن کیا، متعدد دکانوں کے سامنے سے تجاوزات ہٹا دی گئیں۔ ضلعی انتظامیہ نے ناجائز تجاوزات کے خلاف آپریشن کیا، متعدد دکانوں کے سامنے سے تجاوزات ہٹا دی گئیں۔ xyxy=(546,360,646,486)
news-item-label: جبہ xyxy=(333,150,363,172)
news-item-header xyxy=(654,183,753,207)
news-item-label: جبہ xyxy=(119,627,149,649)
news-item-number: 16 xyxy=(619,494,645,516)
news-item-header xyxy=(225,726,324,750)
news-item xyxy=(11,976,110,1062)
news-item-text: سی این ایس اے سی کے زیر اہتمام اجلاس منعقد ہوا جس میں آئندہ لائحہ عمل طے کیا گیا، شرکاء نے تعلیمی اداروں میں سہولیات کی فراہمی پر زور دیا۔ سی این ایس اے سی کے زیر اہتمام اجلاس منعقد ہوا جس میں آئندہ لائحہ عمل طے کیا گیا، شرکاء نے تعلیمی اداروں میں سہولیات کی فراہمی پر زور دیا۔ سی این ایس اے سی کے زیر اہتمام اجلاس منعقد ہوا جس میں آئندہ لائحہ عمل طے کیا گیا، شرکاء نے تعلیمی اداروں میں سہولیات کی فراہمی پر زور دیا۔ سی این ایس اے سی کے زیر اہتمام اجلاس منعقد ہوا جس میں آئندہ لائحہ عمل طے کیا گیا، شرکاء نے تعلیمی اداروں میں سہولیات کی فراہمی پر زور دیا۔ سی این ایس اے سی کے زیر اہتمام اجلاس منعقد ہوا جس میں آئندہ لائحہ عمل طے کیا گیا، شرکاء نے تعلیمی اداروں میں سہولیات کی فراہمی پر زور دیا۔ xyxy=(653,210,753,386)
news-item-text: میرپور میں سی ای آر ایس کے زیر اہتمام تقریب منعقد ہوئی جس میں شہریوں کو سرٹیفکیٹ دیے گئے، مقررین نے کہا کہ تعلیم اور ہنر کے بغیر ترقی ممکن نہیں۔ میرپور میں سی ای آر ایس کے زیر اہتمام تقریب منعقد ہوئی جس میں شہریوں کو سرٹیفکیٹ دیے گئے، مقررین نے کہا کہ تعلیم اور ہنر کے بغیر ترقی ممکن نہیں۔ میرپور میں سی ای آر ایس کے زیر اہتمام تقریب منعقد ہوئی جس میں شہریوں کو سرٹیفکیٹ دیے گئے، مقررین نے کہا کہ تعلیم اور ہنر کے بغیر ترقی ممکن نہیں۔ میرپور میں سی ای آر ایس کے زیر اہتمام تقریب منعقد ہوئی جس میں شہریوں کو سرٹیفکیٹ دیے گئے، مقررین نے کہا کہ تعلیم اور ہنر کے بغیر ترقی ممکن نہیں۔ میرپور میں سی ای آر ایس کے زیر اہتمام تقریب منعقد ہوئی جس میں شہریوں کو سرٹیفکیٹ دیے گئے، مقررین نے کہا کہ تعلیم اور ہنر کے بغیر ترقی ممکن نہیں۔ xyxy=(761,730,860,915)
news-item-header xyxy=(761,704,860,728)
news-item-number: 46 xyxy=(190,526,216,548)
news-item-label: جبہ xyxy=(333,443,363,465)
news-item-label: جبہ xyxy=(12,693,42,715)
news-item xyxy=(225,559,324,636)
news-item-header xyxy=(118,525,217,549)
news-item-header xyxy=(332,24,431,48)
news-item-header xyxy=(332,250,431,274)
news-item-number: 15 xyxy=(619,335,645,357)
news-item-number: 34 xyxy=(297,142,323,164)
role-title: مینیجنگ ایڈیٹر xyxy=(812,1356,856,1366)
news-item xyxy=(118,525,217,619)
news-item-header xyxy=(439,952,538,976)
news-item xyxy=(654,393,753,571)
news-item-number: 47 xyxy=(190,627,216,649)
news-item-label: جبہ xyxy=(440,410,470,432)
news-item-number: 27 xyxy=(404,25,430,47)
news-item-number: 32 xyxy=(404,543,430,565)
news-item-text: ہیلتھ کارڈ کی سہولت کا دائرہ بڑھانے کا اعلان۔ ہیلتھ کارڈ کی سہولت کا دائرہ بڑھانے کا اعلان۔ ہیلتھ کارڈ کی سہولت کا دائرہ بڑھانے کا اعلان۔ ہیلتھ کارڈ کی سہولت کا دائرہ بڑھانے کا اعلان۔ ہیلتھ کارڈ کی سہولت کا دائرہ بڑھانے کا اعلان۔ xyxy=(10,819,110,877)
news-item-number: 25 xyxy=(511,861,537,883)
news-item-number: 12 xyxy=(726,1064,752,1086)
news-item-label: جبہ xyxy=(548,494,578,516)
news-item xyxy=(761,704,860,916)
news-item-number: 53 xyxy=(83,301,109,323)
news-item-label: جبہ xyxy=(762,25,792,47)
news-item xyxy=(225,141,324,244)
news-item-label: جبہ xyxy=(440,778,470,800)
news-item-header xyxy=(332,149,431,173)
editorial-role xyxy=(765,1420,856,1437)
news-item-label: جبہ xyxy=(655,578,685,600)
news-item-number: 42 xyxy=(190,117,216,139)
news-item xyxy=(11,24,110,110)
news-item-header xyxy=(439,175,538,199)
news-item-text: عوامی حقوق کی بحالی کے لیے سیاسی جماعتوں کا مشترکہ اجلاس ہوا، جس میں مطالبہ کیا گیا کہ بلدیاتی اداروں کو مکمل اختیارات دیے جائیں۔ عوامی حقوق کی بحالی کے لیے سیاسی جماعتوں کا مشترکہ اجلاس ہوا، جس میں مطالبہ کیا گیا کہ بلدیاتی اداروں کو مکمل اختیارات دیے جائیں۔ عوامی حقوق کی بحالی کے لیے سیاسی جماعتوں کا مشترکہ اجلاس ہوا، جس میں مطالبہ کیا گیا کہ بلدیاتی اداروں کو مکمل اختیارات دیے جائیں۔ عوامی حقوق کی بحالی کے لیے سیاسی جماعتوں کا مشترکہ اجلاس ہوا، جس میں مطالبہ کیا گیا کہ بلدیاتی اداروں کو مکمل اختیارات دیے جائیں۔ عوامی حقوق کی بحالی کے لیے سیاسی جماعتوں کا مشترکہ اجلاس ہوا، جس میں مطالبہ کیا گیا کہ بلدیاتی اداروں کو مکمل اختیارات دیے جائیں۔ xyxy=(761,948,860,1116)
news-item-label: جبہ xyxy=(12,977,42,999)
news-item-text: زلزلہ متاثرین کی بحالی کا کام جلد مکمل کرنے کی ہدایت۔ زلزلہ متاثرین کی بحالی کا کام جلد مکمل کرنے کی ہدایت۔ زلزلہ متاثرین کی بحالی کا کام جلد مکمل کرنے کی ہدایت۔ زلزلہ متاثرین کی بحالی کا کام جلد مکمل کرنے کی ہدایت۔ زلزلہ متاثرین کی بحالی کا کام جلد مکمل کرنے کی ہدایت۔ xyxy=(332,276,432,343)
news-item xyxy=(439,952,538,1046)
news-item-header xyxy=(11,300,110,324)
news-item xyxy=(654,577,753,747)
news-item-number: 43 xyxy=(190,226,216,248)
news-item-header xyxy=(11,692,110,716)
news-item-number: 37 xyxy=(297,451,323,473)
news-item-number: 29 xyxy=(404,251,430,273)
news-item-text: پی ٹی آئی آزاد کشمیر کے رہنماؤں نے کہا کہ عوامی مسائل کے حل کے لیے جدوجہد جاری رہے گی، بلدیاتی انتخابات بروقت کرائے جائیں۔ پی ٹی آئی آزاد کشمیر کے رہنماؤں نے کہا کہ عوامی مسائل کے حل کے لیے جدوجہد جاری رہے گی، بلدیاتی انتخابات بروقت کرائے جائیں۔ پی ٹی آئی آزاد کشمیر کے رہنماؤں نے کہا کہ عوامی مسائل کے حل کے لیے جدوجہد جاری رہے گی، بلدیاتی انتخابات بروقت کرائے جائیں۔ پی ٹی آئی آزاد کشمیر کے رہنماؤں نے کہا کہ عوامی مسائل کے حل کے لیے جدوجہد جاری رہے گی، بلدیاتی انتخابات بروقت کرائے جائیں۔ پی ٹی آئی آزاد کشمیر کے رہنماؤں نے کہا کہ عوامی مسائل کے حل کے لیے جدوجہد جاری رہے گی، بلدیاتی انتخابات بروقت کرائے جائیں۔ xyxy=(653,419,753,570)
news-item-label: جبہ xyxy=(655,394,685,416)
news-item-text: کھیلوں کے فروغ کے لیے ضلعی سطح پر ٹورنامنٹ کا انعقاد کیا جائے گا۔ کھیلوں کے فروغ کے لیے ضلعی سطح پر ٹورنامنٹ کا انعقاد کیا جائے گا۔ کھیلوں کے فروغ کے لیے ضلعی سطح پر ٹورنامنٹ کا انعقاد کیا جائے گا۔ کھیلوں کے فروغ کے لیے ضلعی سطح پر ٹورنامنٹ کا انعقاد کیا جائے گا۔ کھیلوں کے فروغ کے لیے ضلعی سطح پر ٹورنامنٹ کا انعقاد کیا جائے گا۔ xyxy=(439,686,539,770)
news-item-text: کشمیر کمیٹی کا اجلاس اسلام آباد میں منعقد ہوا۔ کشمیر کمیٹی کا اجلاس اسلام آباد میں منعقد ہوا۔ کشمیر کمیٹی کا اجلاس اسلام آباد میں منعقد ہوا۔ کشمیر کمیٹی کا اجلاس اسلام آباد میں منعقد ہوا۔ کشمیر کمیٹی کا اجلاس اسلام آباد میں منعقد ہوا۔ xyxy=(10,234,110,293)
news-item-label: جبہ xyxy=(119,25,149,47)
news-item-number: 36 xyxy=(297,343,323,365)
news-item-label: جبہ xyxy=(119,434,149,456)
news-item-header xyxy=(11,116,110,140)
news-item xyxy=(439,175,538,286)
role-name: محمد اکمل خواجہ xyxy=(782,1373,813,1390)
news-item-header xyxy=(118,801,217,825)
news-item-number: 19 xyxy=(511,176,537,198)
news-item-label: جبہ xyxy=(655,947,685,969)
news-item-text: تعلیمی بورڈ نے امتحانات کا شیڈول جاری کر دیا، طلبہ کو رول نمبر سلپس جلد جاری کی جائیں گی۔ تعلیمی بورڈ نے امتحانات کا شیڈول جاری کر دیا، طلبہ کو رول نمبر سلپس جلد جاری کی جائیں گی۔ تعلیمی بورڈ نے امتحانات کا شیڈول جاری کر دیا، طلبہ کو رول نمبر سلپس جلد جاری کی جائیں گی۔ تعلیمی بورڈ نے امتحانات کا شیڈول جاری کر دیا، طلبہ کو رول نمبر سلپس جلد جاری کی جائیں گی۔ تعلیمی بورڈ نے امتحانات کا شیڈول جاری کر دیا، طلبہ کو رول نمبر سلپس جلد جاری کی جائیں گی۔ xyxy=(546,519,646,637)
news-item-text: آزاد کشمیر کابینہ کے اجلاس میں اہم فیصلے، ترقیاتی منصوبوں کی منظوری دی گئی اور سرکاری ملازمین کے مسائل حل کرنے کا اعلان کیا گیا۔ آزاد کشمیر کابینہ کے اجلاس میں اہم فیصلے، ترقیاتی منصوبوں کی منظوری دی گئی اور سرکاری ملازمین کے مسائل حل کرنے کا اعلان کیا گیا۔ آزاد کشمیر کابینہ کے اجلاس میں اہم فیصلے، ترقیاتی منصوبوں کی منظوری دی گئی اور سرکاری ملازمین کے مسائل حل کرنے کا اعلان کیا گیا۔ آزاد کشمیر کابینہ کے اجلاس میں اہم فیصلے، ترقیاتی منصوبوں کی منظوری دی گئی اور سرکاری ملازمین کے مسائل حل کرنے کا اعلان کیا گیا۔ آزاد کشمیر کابینہ کے اجلاس میں اہم فیصلے، ترقیاتی منصوبوں کی منظوری دی گئی اور سرکاری ملازمین کے مسائل حل کرنے کا اعلان کیا گیا۔ xyxy=(653,779,753,939)
news-item xyxy=(761,402,860,698)
news-item-number: 18 xyxy=(511,25,537,47)
news-item-number: 51 xyxy=(83,117,109,139)
news-item xyxy=(654,946,753,1057)
news-item xyxy=(11,692,110,786)
notice-body: روزنامہ شاہین میں اشتہارات اور خبروں کی اشاعت کے لیے رابطہ کریں xyxy=(664,1192,742,1217)
news-item-number: 1 xyxy=(833,25,859,47)
news-column xyxy=(651,20,755,1542)
news-item-label: جبہ xyxy=(119,802,149,824)
news-item-header xyxy=(11,792,110,816)
news-item-number: 35 xyxy=(297,251,323,273)
news-item-number: 44 xyxy=(190,326,216,348)
